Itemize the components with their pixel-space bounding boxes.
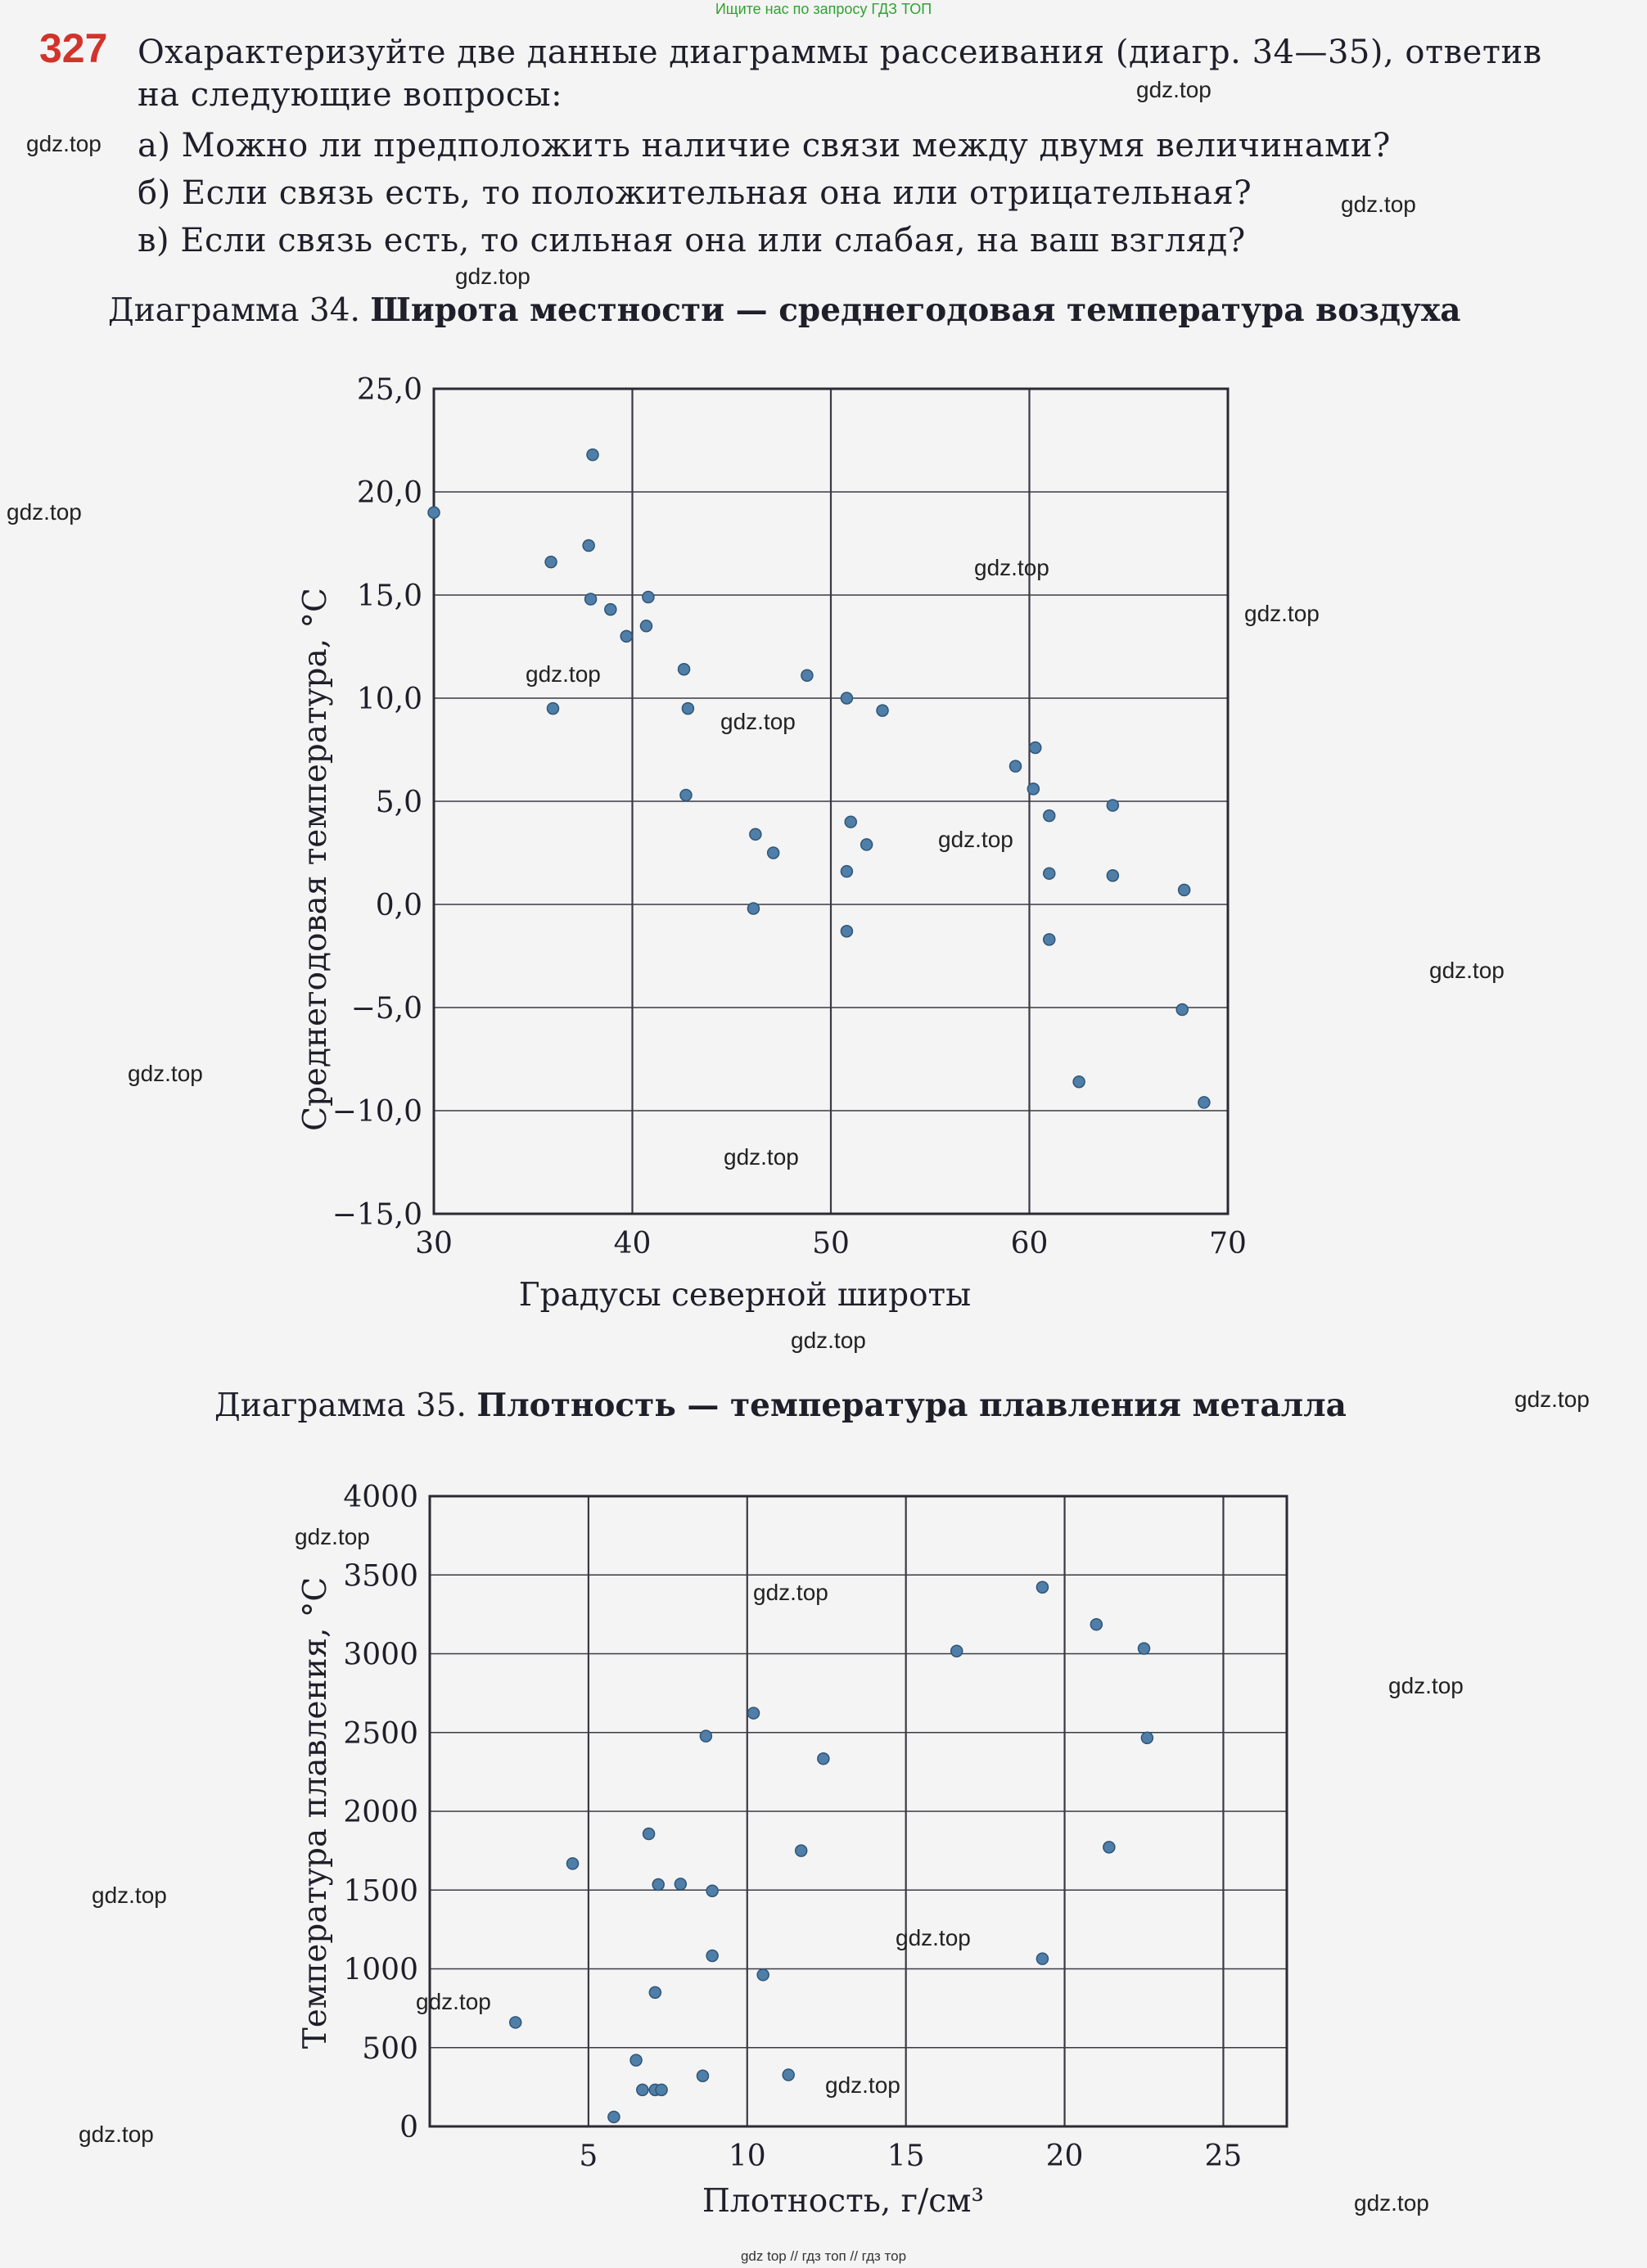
c35-data-point bbox=[630, 2054, 642, 2066]
c35-data-point bbox=[1036, 1953, 1048, 1964]
c35-data-point bbox=[697, 2070, 708, 2081]
watermark: gdz.top bbox=[1136, 77, 1212, 102]
c34-y-tick-label: −5,0 bbox=[350, 992, 422, 1026]
watermark: gdz.top bbox=[896, 1925, 971, 1950]
c35-data-point bbox=[706, 1885, 718, 1896]
chart34-title-prefix: Диаграмма 34. bbox=[108, 292, 360, 329]
watermark: gdz.top bbox=[1429, 958, 1505, 983]
c35-x-tick-label: 15 bbox=[887, 2139, 925, 2173]
watermark: gdz.top bbox=[526, 661, 601, 687]
c34-y-tick-label: 15,0 bbox=[356, 579, 422, 613]
c35-y-tick-label: 500 bbox=[362, 2031, 418, 2066]
c35-data-point bbox=[608, 2111, 620, 2122]
c34-y-tick-label: 5,0 bbox=[375, 786, 422, 819]
watermark: gdz.top bbox=[791, 1328, 866, 1353]
c34-data-point bbox=[679, 664, 690, 675]
c35-y-tick-label: 2500 bbox=[343, 1716, 418, 1751]
c34-data-point bbox=[861, 839, 873, 850]
c34-data-point bbox=[801, 670, 813, 681]
watermark: gdz.top bbox=[128, 1061, 203, 1086]
watermark: gdz.top bbox=[416, 1989, 491, 2014]
c34-x-tick-label: 40 bbox=[613, 1227, 652, 1260]
chart35-x-ticks bbox=[579, 2139, 1242, 2173]
watermark: gdz.top bbox=[1341, 192, 1416, 217]
chart35-x-axis-label: Плотность, г/см³ bbox=[702, 2183, 985, 2220]
c34-data-point bbox=[587, 449, 598, 461]
c35-y-tick-label: 4000 bbox=[343, 1481, 418, 1514]
c35-y-tick-label: 3000 bbox=[343, 1638, 418, 1672]
watermark: gdz.top bbox=[1354, 2190, 1429, 2216]
chart35-title-text: Плотность — температура плавления металла bbox=[476, 1387, 1347, 1424]
c35-y-tick-label: 1500 bbox=[343, 1874, 418, 1909]
watermark: gdz.top bbox=[79, 2121, 154, 2147]
c35-y-tick-label: 0 bbox=[399, 2111, 418, 2144]
chart35-title bbox=[214, 1385, 1347, 1427]
c34-data-point bbox=[750, 828, 761, 840]
watermark: gdz.top bbox=[938, 827, 1013, 852]
c34-data-point bbox=[1044, 934, 1055, 945]
c35-y-tick-label: 2000 bbox=[343, 1796, 418, 1829]
c35-data-point bbox=[652, 1879, 664, 1891]
c35-data-point bbox=[656, 2084, 667, 2095]
chart35-points bbox=[510, 1581, 1153, 2122]
chart34-title-text: Широта местности — среднегодовая температура воздуха bbox=[370, 291, 1461, 329]
question-a: а) Можно ли предположить наличие связи между двумя величинами? bbox=[138, 127, 1391, 165]
c35-data-point bbox=[649, 1986, 661, 1998]
c34-data-point bbox=[1010, 760, 1022, 772]
problem-intro-line2: на следующие вопросы: bbox=[138, 76, 563, 114]
c35-data-point bbox=[637, 2084, 648, 2095]
c34-data-point bbox=[747, 903, 759, 914]
chart35-grid bbox=[430, 1496, 1287, 2126]
watermark: gdz.top bbox=[720, 709, 796, 734]
c34-data-point bbox=[841, 926, 852, 937]
c35-y-tick-label: 3500 bbox=[343, 1559, 418, 1594]
c34-x-tick-label: 30 bbox=[415, 1227, 453, 1260]
chart34-y-axis-label: Среднегодовая температура, °С bbox=[297, 588, 334, 1131]
c34-data-point bbox=[768, 847, 779, 859]
watermark: gdz.top bbox=[724, 1144, 799, 1170]
top-banner[interactable]: Ищите нас по запросу ГДЗ ТОП bbox=[715, 1, 932, 17]
c35-data-point bbox=[748, 1707, 760, 1719]
c35-data-point bbox=[783, 2069, 794, 2081]
watermark: gdz.top bbox=[26, 131, 102, 156]
c34-data-point bbox=[1176, 1004, 1188, 1016]
c35-data-point bbox=[1139, 1643, 1150, 1654]
c34-data-point bbox=[643, 592, 654, 603]
c34-data-point bbox=[1030, 742, 1041, 753]
problem-intro-line1: Охарактеризуйте две данные диаграммы рассеивания (диагр. 34—35), ответив bbox=[138, 34, 1542, 71]
watermark: gdz.top bbox=[1514, 1387, 1590, 1412]
c34-x-tick-label: 70 bbox=[1209, 1227, 1247, 1260]
c34-data-point bbox=[841, 866, 852, 877]
bottom-banner[interactable]: gdz top // гдз топ // гдз тор bbox=[740, 2248, 907, 2264]
c34-y-tick-label: −10,0 bbox=[332, 1095, 422, 1129]
c34-data-point bbox=[845, 816, 856, 827]
c35-data-point bbox=[700, 1730, 711, 1742]
watermark: gdz.top bbox=[295, 1524, 370, 1549]
c35-data-point bbox=[1036, 1581, 1048, 1593]
watermark: gdz.top bbox=[455, 264, 530, 289]
c34-y-tick-label: 0,0 bbox=[375, 889, 422, 922]
question-b: б) Если связь есть, то положительная она или отрицательная? bbox=[138, 174, 1252, 212]
chart34-x-ticks bbox=[415, 1227, 1247, 1260]
c35-data-point bbox=[706, 1950, 718, 1962]
c34-y-tick-label: 25,0 bbox=[356, 373, 422, 407]
c34-x-tick-label: 50 bbox=[812, 1227, 850, 1260]
c34-data-point bbox=[682, 703, 693, 715]
c35-data-point bbox=[643, 1828, 655, 1840]
c35-data-point bbox=[510, 2017, 521, 2028]
watermark: gdz.top bbox=[753, 1580, 828, 1605]
c35-data-point bbox=[1090, 1619, 1102, 1630]
question-c: в) Если связь есть, то сильная она или слабая, на ваш взгляд? bbox=[138, 222, 1246, 259]
c35-data-point bbox=[757, 1969, 769, 1981]
chart34-y-ticks bbox=[332, 373, 422, 1232]
chart34-scatter bbox=[278, 344, 1310, 1326]
problem-number: 327 bbox=[39, 25, 108, 71]
chart34-x-axis-label: Градусы северной широты bbox=[518, 1277, 972, 1314]
c34-data-point bbox=[1198, 1097, 1210, 1108]
c34-data-point bbox=[1107, 870, 1118, 881]
c35-data-point bbox=[796, 1845, 807, 1856]
chart35-y-axis-label: Температура плавления, °С bbox=[297, 1576, 334, 2049]
c34-data-point bbox=[680, 789, 692, 800]
c34-data-point bbox=[1179, 884, 1190, 895]
c35-data-point bbox=[1103, 1842, 1115, 1853]
chart34-title bbox=[108, 290, 1461, 331]
c34-data-point bbox=[841, 692, 852, 704]
c34-data-point bbox=[1027, 783, 1039, 795]
c34-data-point bbox=[1044, 810, 1055, 822]
c35-y-tick-label: 1000 bbox=[343, 1953, 418, 1987]
chart34-points bbox=[428, 449, 1210, 1108]
c34-data-point bbox=[1073, 1076, 1085, 1088]
c35-x-tick-label: 10 bbox=[728, 2139, 766, 2173]
c34-y-tick-label: −15,0 bbox=[332, 1198, 422, 1232]
c35-x-tick-label: 25 bbox=[1204, 2139, 1243, 2173]
c35-x-tick-label: 20 bbox=[1045, 2139, 1084, 2173]
c35-x-tick-label: 5 bbox=[579, 2139, 598, 2173]
c35-data-point bbox=[675, 1878, 686, 1890]
c35-data-point bbox=[951, 1645, 963, 1657]
c35-data-point bbox=[567, 1858, 579, 1869]
c34-data-point bbox=[583, 540, 594, 552]
watermark: gdz.top bbox=[92, 1882, 167, 1908]
watermark: gdz.top bbox=[7, 499, 82, 525]
c35-data-point bbox=[1141, 1732, 1153, 1743]
watermark: gdz.top bbox=[1388, 1673, 1464, 1698]
c34-data-point bbox=[585, 593, 597, 605]
watermark: gdz.top bbox=[825, 2072, 900, 2098]
chart35-y-ticks bbox=[343, 1481, 418, 2144]
c34-data-point bbox=[1107, 800, 1118, 811]
c34-data-point bbox=[548, 703, 559, 715]
c34-data-point bbox=[620, 630, 632, 642]
c34-y-tick-label: 20,0 bbox=[356, 476, 422, 510]
chart35-title-prefix: Диаграмма 35. bbox=[214, 1387, 467, 1424]
c35-data-point bbox=[818, 1753, 829, 1765]
c34-data-point bbox=[1044, 868, 1055, 879]
watermark: gdz.top bbox=[974, 555, 1049, 580]
c34-data-point bbox=[545, 557, 557, 568]
watermark: gdz.top bbox=[1244, 601, 1320, 626]
c34-data-point bbox=[605, 604, 616, 615]
c34-data-point bbox=[640, 620, 652, 632]
c34-data-point bbox=[428, 507, 440, 518]
c34-data-point bbox=[877, 705, 888, 716]
c34-y-tick-label: 10,0 bbox=[356, 683, 422, 716]
c34-x-tick-label: 60 bbox=[1010, 1227, 1049, 1260]
